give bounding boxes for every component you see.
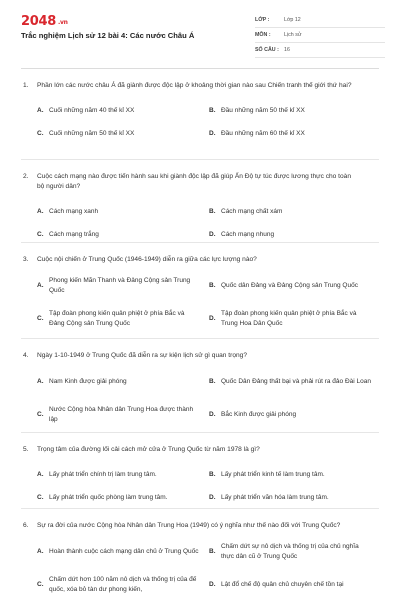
question-stem: [21, 81, 379, 91]
option-letter: C.: [37, 580, 44, 588]
question-number: 4.: [23, 352, 29, 359]
option-grid: [21, 200, 379, 246]
option-letter: A.: [37, 106, 44, 114]
option-text: Phong kiến Mãn Thanh và Đảng Cộng sản Trung Quốc: [49, 276, 191, 294]
option-letter: B.: [209, 106, 216, 114]
option-text: Quốc dân Đảng và Đảng Cộng sản Trung Quốc: [221, 281, 358, 289]
option-grid: [21, 463, 379, 509]
option-text: Lấy phát triển văn hóa làm trung tâm.: [221, 493, 329, 501]
option-letter: C.: [37, 129, 44, 137]
option-text: Cách mạng xanh: [49, 207, 99, 215]
option-b[interactable]: [209, 200, 381, 223]
question-number: 2.: [23, 173, 29, 180]
meta-table: [255, 13, 385, 58]
question-item: [21, 160, 379, 243]
option-text: Lấy phát triển quốc phòng làm trung tâm.: [49, 493, 168, 501]
option-letter: A.: [37, 377, 44, 385]
option-b[interactable]: [209, 365, 381, 398]
option-c[interactable]: [37, 302, 209, 335]
option-text: Quốc Dân Đảng thất bại và phải rút ra đảo Đài Loan: [221, 377, 371, 385]
question-text: Trọng tâm của đường lối cải cách mở cửa ở Trung Quốc từ năm 1978 là gì?: [37, 446, 260, 453]
site-logo[interactable]: [21, 14, 68, 29]
option-grid: [21, 99, 379, 145]
option-d[interactable]: [209, 486, 381, 509]
option-text: Nước Cộng hòa Nhân dân Trung Hoa được thành lập: [49, 405, 194, 423]
option-letter: B.: [209, 470, 216, 478]
option-grid: [21, 535, 379, 600]
option-letter: B.: [209, 377, 216, 385]
option-grid: [21, 365, 379, 431]
option-letter: A.: [37, 470, 44, 478]
meta-row-subject: [255, 28, 385, 43]
option-text: Bắc Kinh được giải phóng: [221, 410, 297, 418]
option-letter: D.: [209, 493, 216, 501]
option-a[interactable]: [37, 535, 209, 568]
question-list: [0, 69, 400, 600]
question-stem: [21, 255, 379, 265]
logo-suffix: .vn: [57, 19, 68, 26]
option-letter: C.: [37, 230, 44, 238]
option-text: Cuối những năm 50 thế kỉ XX: [49, 129, 135, 137]
question-stem: [21, 172, 379, 192]
option-text: Lật đổ chế độ quân chủ chuyên chế tồn tại: [221, 580, 344, 588]
option-b[interactable]: [209, 535, 381, 568]
option-letter: D.: [209, 129, 216, 137]
option-letter: C.: [37, 314, 44, 322]
option-a[interactable]: [37, 269, 209, 302]
option-c[interactable]: [37, 122, 209, 145]
question-text: Phần lớn các nước châu Á đã giành được độc lập ở khoảng thời gian nào sau Chiến tranh thế giới thứ hai?: [37, 82, 352, 89]
question-number: 1.: [23, 82, 29, 89]
question-item: [21, 69, 379, 160]
option-text: Cuối những năm 40 thế kỉ XX: [49, 106, 135, 114]
meta-key-grade: LỚP :: [255, 17, 270, 23]
option-text: Cách mạng chất xám: [221, 207, 283, 215]
meta-value-subject: Lịch sử: [284, 32, 302, 38]
option-d[interactable]: [209, 302, 381, 335]
question-text: Cuộc nội chiến ở Trung Quốc (1946-1949) diễn ra giữa các lực lượng nào?: [37, 256, 257, 263]
question-stem: [21, 351, 379, 361]
option-text: Cách mạng nhung: [221, 230, 275, 238]
option-text: Nam Kinh được giải phóng: [49, 377, 127, 385]
option-letter: A.: [37, 281, 44, 289]
question-number: 3.: [23, 256, 29, 263]
option-text: Tập đoàn phong kiến quân phiệt ở phía Bắc và Đảng Cộng sản Trung Quốc: [49, 309, 185, 327]
option-d[interactable]: [209, 568, 381, 600]
option-text: Chấm dứt sự nô dịch và thống trị của chủ nghĩa thực dân cũ ở Trung Quốc: [221, 542, 359, 560]
option-b[interactable]: [209, 269, 381, 302]
option-letter: D.: [209, 580, 216, 588]
option-d[interactable]: [209, 122, 381, 145]
meta-value-grade: Lớp 12: [284, 17, 301, 23]
meta-row-grade: [255, 13, 385, 28]
question-stem: [21, 521, 379, 531]
option-text: Đầu những năm 50 thế kỉ XX: [221, 106, 305, 114]
option-letter: C.: [37, 410, 44, 418]
option-c[interactable]: [37, 568, 209, 600]
option-letter: B.: [209, 281, 216, 289]
option-c[interactable]: [37, 398, 209, 431]
option-b[interactable]: [209, 99, 381, 122]
meta-key-count: SỐ CÂU :: [255, 47, 279, 53]
option-letter: A.: [37, 547, 44, 555]
question-item: [21, 339, 379, 433]
option-c[interactable]: [37, 486, 209, 509]
question-text: Sự ra đời của nước Cộng hòa Nhân dân Trung Hoa (1949) có ý nghĩa như thế nào đối với Trung Quốc?: [37, 522, 341, 529]
question-text: Ngày 1-10-1949 ở Trung Quốc đã diễn ra sự kiện lịch sử gì quan trọng?: [37, 352, 247, 359]
option-text: Cách mạng trắng: [49, 230, 99, 238]
option-a[interactable]: [37, 463, 209, 486]
option-grid: [21, 269, 379, 335]
question-item: [21, 433, 379, 509]
option-text: Lấy phát triển chính trị làm trung tâm.: [49, 470, 157, 478]
option-a[interactable]: [37, 365, 209, 398]
question-number: 5.: [23, 446, 29, 453]
option-d[interactable]: [209, 398, 381, 431]
question-item: [21, 509, 379, 600]
option-text: Hoàn thành cuộc cách mạng dân chủ ở Trung Quốc: [49, 547, 199, 555]
option-a[interactable]: [37, 200, 209, 223]
option-b[interactable]: [209, 463, 381, 486]
option-letter: B.: [209, 207, 216, 215]
question-item: [21, 243, 379, 339]
option-text: Đầu những năm 60 thế kỉ XX: [221, 129, 305, 137]
document-header: [0, 0, 400, 68]
option-letter: B.: [209, 547, 216, 555]
option-letter: D.: [209, 230, 216, 238]
logo-main: 2048: [21, 14, 56, 29]
option-text: Chấm dứt hơn 100 năm nô dịch và thống trị của đế quốc, xóa bỏ tàn dư phong kiến,: [49, 575, 197, 593]
meta-key-subject: MÔN :: [255, 32, 271, 38]
document-title: Trắc nghiệm Lịch sử 12 bài 4: Các nước Châu Á: [21, 31, 195, 40]
option-letter: D.: [209, 410, 216, 418]
option-a[interactable]: [37, 99, 209, 122]
meta-value-count: 16: [284, 47, 290, 53]
option-letter: D.: [209, 314, 216, 322]
option-letter: A.: [37, 207, 44, 215]
question-text: Cuộc cách mạng nào được tiến hành sau khi giành độc lập đã giúp Ấn Độ tự túc được lương thực cho toàn bộ người dân?: [37, 173, 351, 190]
option-text: Lấy phát triển kinh tế làm trung tâm.: [221, 470, 325, 478]
question-stem: [21, 445, 379, 455]
option-text: Tập đoàn phong kiến quân phiệt ở phía Bắc và Trung Hoa Dân Quốc: [221, 309, 357, 327]
meta-row-count: [255, 43, 385, 58]
option-letter: C.: [37, 493, 44, 501]
question-number: 6.: [23, 522, 29, 529]
